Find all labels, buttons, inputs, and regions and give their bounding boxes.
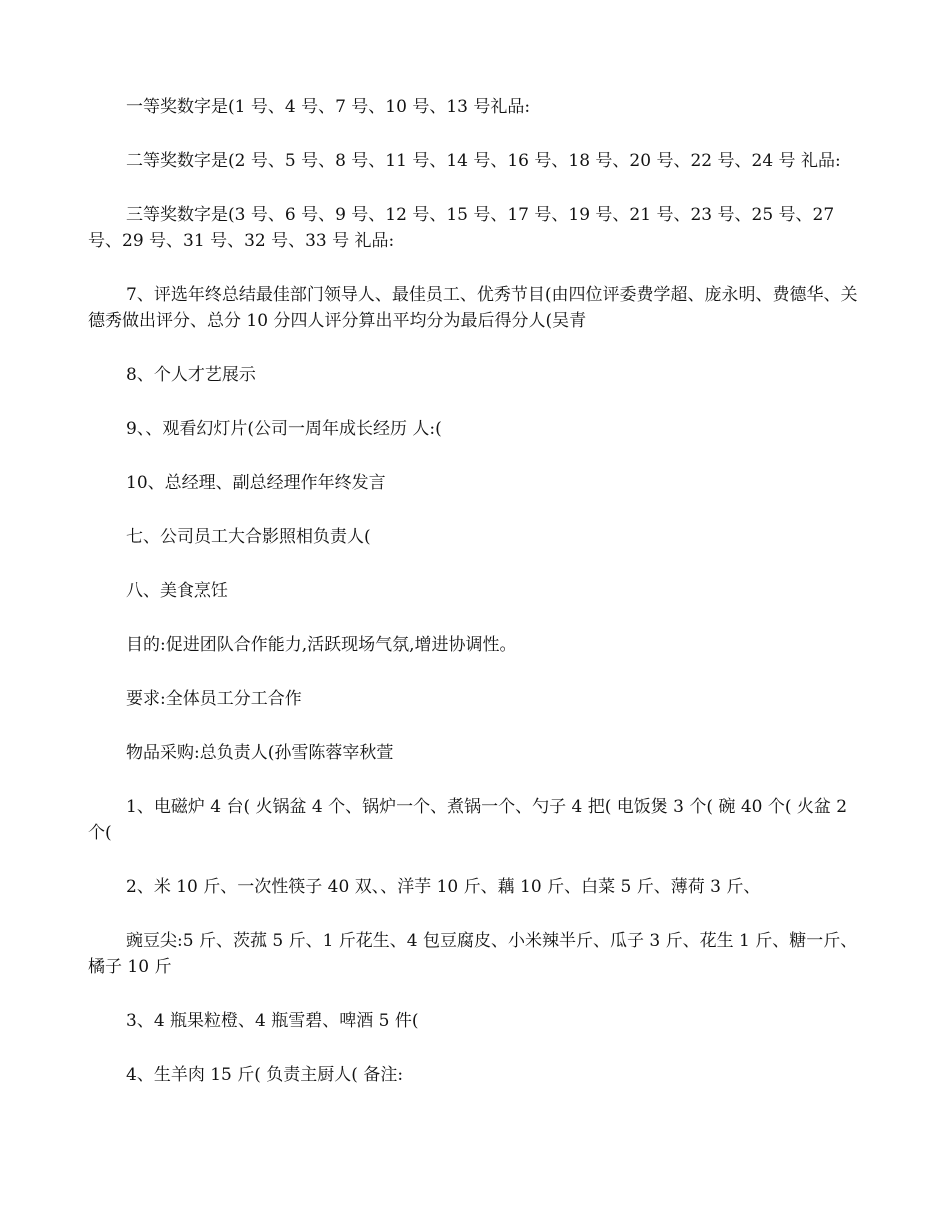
paragraph-list-1: 1、电磁炉 4 台( 火锅盆 4 个、锅炉一个、煮锅一个、勺子 4 把( 电饭煲 3 个( 碗 40 个( 火盆 2 个( [88, 797, 848, 843]
paragraph-list-4: 4、生羊肉 15 斤( 负责主厨人( 备注: [126, 1065, 404, 1085]
paragraph-purpose: 目的:促进团队合作能力,活跃现场气氛,增进协调性。 [126, 635, 517, 655]
paragraph-requirement: 要求:全体员工分工合作 [126, 689, 302, 709]
paragraph-item-10: 10、总经理、副总经理作年终发言 [126, 473, 386, 493]
paragraph-purchasing: 物品采购:总负责人(孙雪陈蓉宰秋萱 [126, 743, 394, 763]
paragraph-list-3: 3、4 瓶果粒橙、4 瓶雪碧、啤酒 5 件( [126, 1011, 419, 1031]
paragraph-item-8: 8、个人才艺展示 [126, 365, 256, 385]
paragraph-item-9: 9、、观看幻灯片(公司一周年成长经历 人:( [126, 419, 442, 439]
section-heading-7: 七、公司员工大合影照相负责人( [126, 527, 371, 547]
paragraph-list-2: 2、米 10 斤、一次性筷子 40 双、、洋芋 10 斤、藕 10 斤、白菜 5 斤、薄荷 3 斤、 [126, 877, 761, 897]
document-page [88, 94, 864, 1116]
paragraph-second-prize: 二等奖数字是(2 号、5 号、8 号、11 号、14 号、16 号、18 号、20 号、22 号、24 号 礼品: [126, 151, 841, 171]
paragraph-item-7: 7、评选年终总结最佳部门领导人、最佳员工、优秀节目(由四位评委费学超、庞永明、费德华、关德秀做出评分、总分 10 分四人评分算出平均分为最后得分人(吴青 [88, 285, 858, 331]
paragraph-list-2-cont: 豌豆尖:5 斤、茨菰 5 斤、1 斤花生、4 包豆腐皮、小米辣半斤、瓜子 3 斤、花生 1 斤、糖一斤、橘子 10 斤 [88, 931, 858, 977]
section-heading-8: 八、美食烹饪 [126, 581, 228, 601]
paragraph-first-prize: 一等奖数字是(1 号、4 号、7 号、10 号、13 号礼品: [126, 97, 531, 117]
paragraph-third-prize: 三等奖数字是(3 号、6 号、9 号、12 号、15 号、17 号、19 号、21 号、23 号、25 号、27 号、29 号、31 号、32 号、33 号 礼品: [88, 205, 835, 251]
